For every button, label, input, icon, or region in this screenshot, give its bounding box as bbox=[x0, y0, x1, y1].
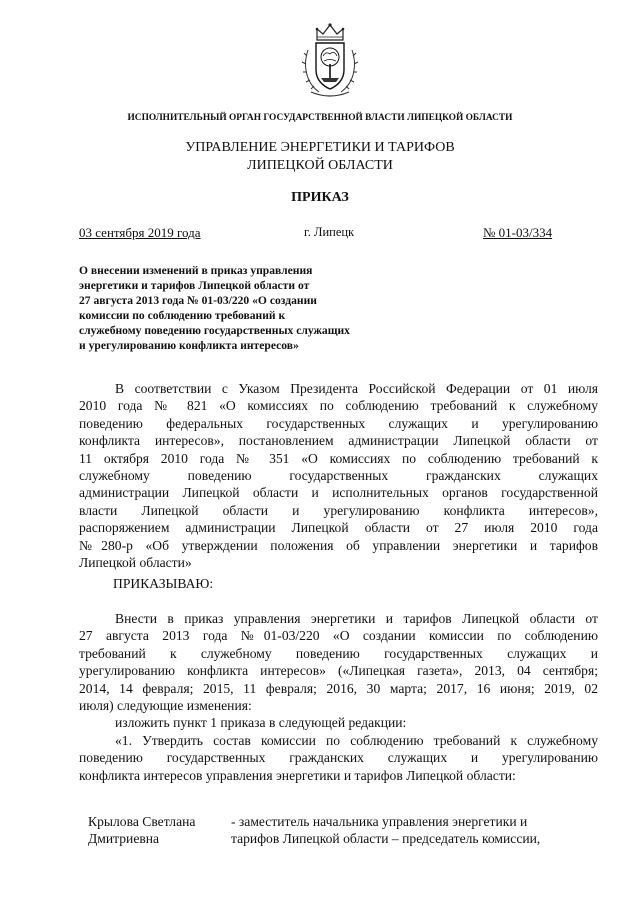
order-city: г. Липецк bbox=[304, 225, 355, 239]
preamble-paragraph bbox=[79, 380, 598, 571]
preamble-line: администрации Липецкой области и исполнительных органов государственной bbox=[79, 485, 598, 501]
order-paragraph bbox=[79, 610, 598, 784]
preamble-line: власти Липецкой области и урегулированию конфликта интересов», bbox=[79, 502, 598, 518]
preamble-line: поведению федеральных государственных служащих и урегулированию bbox=[79, 415, 598, 431]
preamble-line: В соответствии с Указом Президента Российской Федерации от 01 июля bbox=[115, 381, 598, 396]
preamble-line: служебному поведению государственных гражданских служащих bbox=[79, 468, 598, 484]
order-line: 27 августа 2013 года №01-03/220 «О создании комиссии по соблюдению bbox=[79, 628, 598, 644]
preamble-line: Липецкой области» bbox=[79, 555, 192, 571]
subject-line: комиссии по соблюдению требований к bbox=[79, 309, 286, 322]
member-name-line: Дмитриевна bbox=[88, 831, 160, 847]
subject-line: О внесении изменений в приказ управления bbox=[79, 264, 313, 277]
member-name-line: Крылова Светлана bbox=[88, 814, 196, 829]
preamble-line: конфликта интересов», постановлением администрации Липецкой области от bbox=[79, 433, 598, 449]
order-date: 03 сентября 2019 года bbox=[79, 225, 201, 240]
subject-line: энергетики и тарифов Липецкой области от bbox=[79, 279, 310, 292]
subject-line: 27 августа 2013 года № 01-03/220 «О создании bbox=[79, 294, 317, 307]
order-line: Внести в приказ управления энергетики и тарифов Липецкой области от bbox=[115, 611, 598, 626]
preamble-line: №280-р «Об утверждении положения об управлении энергетики и тарифов bbox=[79, 537, 598, 553]
committee-member-role bbox=[231, 813, 601, 848]
subject-line: и урегулированию конфликта интересов» bbox=[79, 339, 299, 352]
preamble-line: 11 октября 2010 года № 351 «О комиссиях по соблюдению требований к bbox=[79, 450, 598, 466]
member-role-line: тарифов Липецкой области – председатель комиссии, bbox=[231, 831, 541, 847]
subject-line: служебному поведению государственных служащих bbox=[79, 324, 350, 337]
order-line: июля) следующие изменения: bbox=[79, 698, 252, 714]
authority-line: ИСПОЛНИТЕЛЬНЫЙ ОРГАН ГОСУДАРСТВЕННОЙ ВЛАСТИ ЛИПЕЦКОЙ ОБЛАСТИ bbox=[127, 113, 513, 123]
order-line: урегулированию конфликта интересов» («Липецкая газета», 2013, 04 сентября; bbox=[79, 663, 598, 679]
document-type-title: ПРИКАЗ bbox=[291, 190, 349, 205]
department-name-line2: ЛИПЕЦКОЙ ОБЛАСТИ bbox=[247, 158, 393, 173]
coat-of-arms-emblem bbox=[299, 20, 361, 98]
preamble-line: 2010 года № 821 «О комиссиях по соблюдению требований к служебному bbox=[79, 398, 598, 414]
order-line: изложить пункт 1 приказа в следующей редакции: bbox=[115, 715, 407, 731]
order-line: требований к служебному поведению государственных служащих и bbox=[79, 645, 598, 661]
order-line: «1. Утвердить состав комиссии по соблюдению требований к служебному bbox=[115, 732, 598, 748]
department-name-line1: УПРАВЛЕНИЕ ЭНЕРГЕТИКИ И ТАРИФОВ bbox=[185, 140, 455, 155]
committee-member-name bbox=[88, 813, 228, 848]
order-line: поведению государственных гражданских служащих и урегулированию bbox=[79, 750, 598, 766]
order-line: 2014, 14 февраля; 2015, 11 февраля; 2016, 30 марта; 2017, 16 июня; 2019, 02 bbox=[79, 680, 598, 696]
order-line: конфликта интересов управления энергетики и тарифов Липецкой области: bbox=[79, 767, 516, 783]
member-role-line: - заместитель начальника управления энергетики и bbox=[231, 814, 528, 829]
preamble-line: распоряжением администрации Липецкой области от 27 июля 2010 года bbox=[79, 520, 598, 536]
order-word: ПРИКАЗЫВАЮ: bbox=[113, 576, 214, 591]
order-number: № 01-03/334 bbox=[483, 225, 553, 240]
order-subject bbox=[79, 263, 389, 353]
